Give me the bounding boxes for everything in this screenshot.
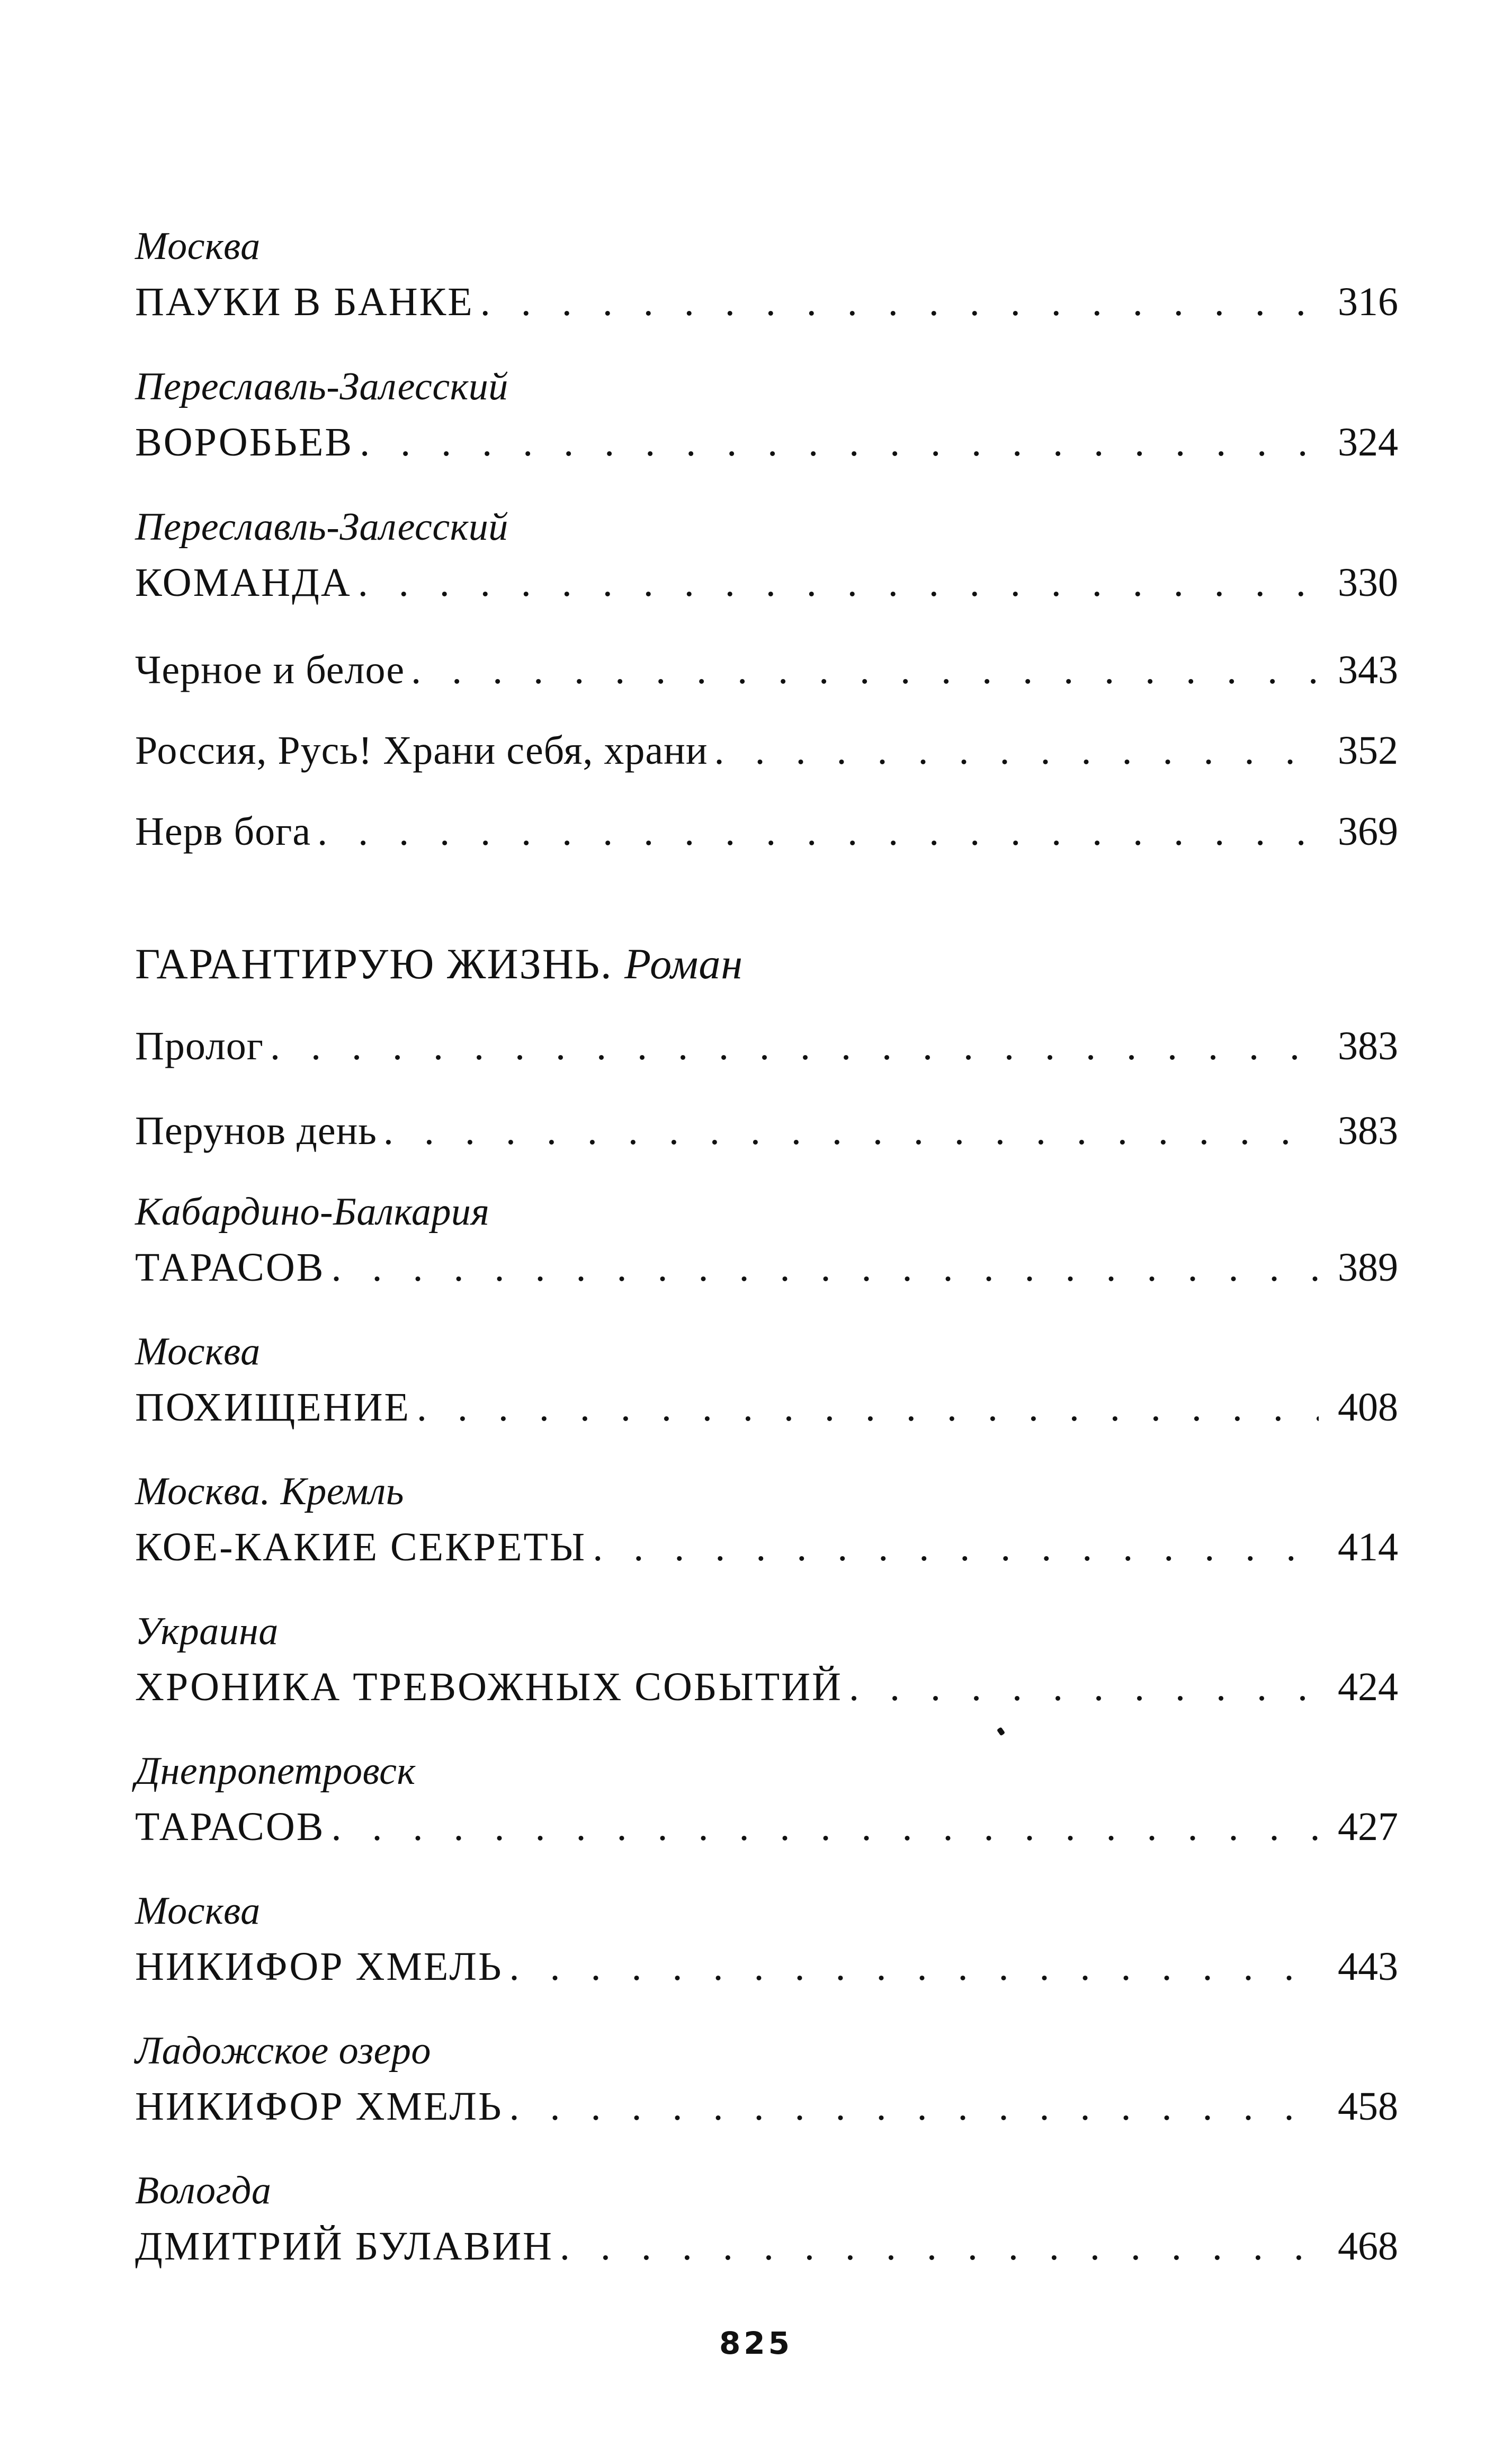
section-subtitle: Роман (624, 940, 744, 988)
toc-row (135, 1798, 1398, 1856)
leader-dots (553, 2217, 1319, 2275)
toc-entry (135, 2024, 1398, 2136)
toc-entry (135, 360, 1398, 471)
toc-row (135, 413, 1398, 471)
toc-title: ХРОНИКА ТРЕВОЖНЫХ СОБЫТИЙ (135, 1665, 843, 1709)
toc-entry (135, 1745, 1398, 1856)
toc-row (135, 641, 1398, 699)
toc-row (135, 721, 1398, 780)
toc-entry (135, 1017, 1398, 1075)
leader-dots (353, 413, 1319, 471)
toc-title: ТАРАСОВ (135, 1245, 325, 1290)
leader-dots (474, 273, 1319, 331)
toc-place: Переславль-Залесский (135, 505, 508, 549)
toc-page-number: 424 (1338, 1665, 1398, 1709)
toc-page-number: 330 (1338, 560, 1398, 605)
toc-row (135, 2217, 1398, 2275)
toc-title: НИКИФОР ХМЕЛЬ (135, 2084, 503, 2129)
leader-dots (377, 1102, 1319, 1160)
toc-entry (135, 1102, 1398, 1160)
toc-entry (135, 220, 1398, 331)
toc-title: ПОХИЩЕНИЕ (135, 1385, 410, 1430)
page-number: 825 (719, 2325, 793, 2361)
toc-row (135, 2077, 1398, 2136)
toc-title: ВОРОБЬЕВ (135, 420, 354, 465)
toc-page-number: 443 (1338, 1944, 1398, 1989)
toc-page-number: 468 (1338, 2224, 1398, 2269)
toc-entry (135, 501, 1398, 612)
toc-page-number: 352 (1338, 728, 1398, 773)
toc-place: Днепропетровск (135, 1749, 416, 1793)
toc-entry (135, 1185, 1398, 1297)
toc-page-number: 316 (1338, 280, 1398, 324)
toc-entry (135, 1465, 1398, 1576)
toc-place: Ладожское озеро (135, 2029, 431, 2073)
toc-title: Черное и белое (135, 648, 405, 692)
leader-dots (503, 1937, 1319, 1996)
toc-entry (135, 1325, 1398, 1436)
toc-page-number: 343 (1338, 648, 1398, 692)
toc-entry (135, 2164, 1398, 2275)
toc-row (135, 1102, 1398, 1160)
toc-page-number: 458 (1338, 2084, 1398, 2129)
toc-page-number: 383 (1338, 1024, 1398, 1068)
toc-entry (135, 802, 1398, 861)
toc-title: ДМИТРИЙ БУЛАВИН (135, 2224, 553, 2269)
toc-row (135, 273, 1398, 331)
leader-dots (708, 721, 1319, 780)
toc-row (135, 1937, 1398, 1996)
toc-entry (135, 721, 1398, 780)
toc-place: Переславль-Залесский (135, 365, 508, 408)
leader-dots (410, 1378, 1319, 1436)
toc-page-number: 324 (1338, 420, 1398, 465)
leader-dots (311, 802, 1319, 861)
toc-row (135, 553, 1398, 612)
toc-row (135, 1518, 1398, 1576)
toc-place: Москва. Кремль (135, 1470, 404, 1513)
section-heading (135, 935, 743, 993)
toc-title: ТАРАСОВ (135, 1805, 325, 1849)
toc-row (135, 1658, 1398, 1716)
toc-place: Украина (135, 1610, 279, 1653)
leader-dots (325, 1238, 1319, 1297)
toc-page-number: 383 (1338, 1109, 1398, 1153)
toc-place: Кабардино-Балкария (135, 1190, 490, 1234)
toc-row (135, 802, 1398, 861)
toc-title: КОЕ-КАКИЕ СЕКРЕТЫ (135, 1525, 587, 1569)
toc-title: КОМАНДА (135, 560, 352, 605)
toc-page-number: 408 (1338, 1385, 1398, 1430)
toc-title: Пролог (135, 1024, 264, 1068)
section-title: ГАРАНТИРУЮ ЖИЗНЬ. (135, 940, 613, 988)
toc-page-number: 389 (1338, 1245, 1398, 1290)
leader-dots (264, 1017, 1319, 1075)
toc-entry (135, 1885, 1398, 1996)
toc-row (135, 1017, 1398, 1075)
toc-entry (135, 1605, 1398, 1716)
toc-place: Москва (135, 225, 261, 268)
toc-place: Вологда (135, 2169, 272, 2212)
leader-dots (405, 641, 1319, 699)
toc-title: Перунов день (135, 1109, 377, 1153)
leader-dots (352, 553, 1319, 612)
toc-place: Москва (135, 1330, 261, 1373)
toc-page-number: 369 (1338, 809, 1398, 854)
leader-dots (503, 2077, 1319, 2136)
ink-speck (997, 1727, 1005, 1736)
toc-title: ПАУКИ В БАНКЕ (135, 280, 474, 324)
toc-row (135, 1238, 1398, 1297)
toc-title: Россия, Русь! Храни себя, храни (135, 728, 708, 773)
leader-dots (843, 1658, 1319, 1716)
toc-page-number: 427 (1338, 1805, 1398, 1849)
leader-dots (586, 1518, 1319, 1576)
leader-dots (325, 1798, 1319, 1856)
toc-title: НИКИФОР ХМЕЛЬ (135, 1944, 503, 1989)
toc-page-number: 414 (1338, 1525, 1398, 1569)
toc-title: Нерв бога (135, 809, 311, 854)
toc-entry (135, 641, 1398, 699)
toc-place: Москва (135, 1889, 261, 1933)
toc-row (135, 1378, 1398, 1436)
